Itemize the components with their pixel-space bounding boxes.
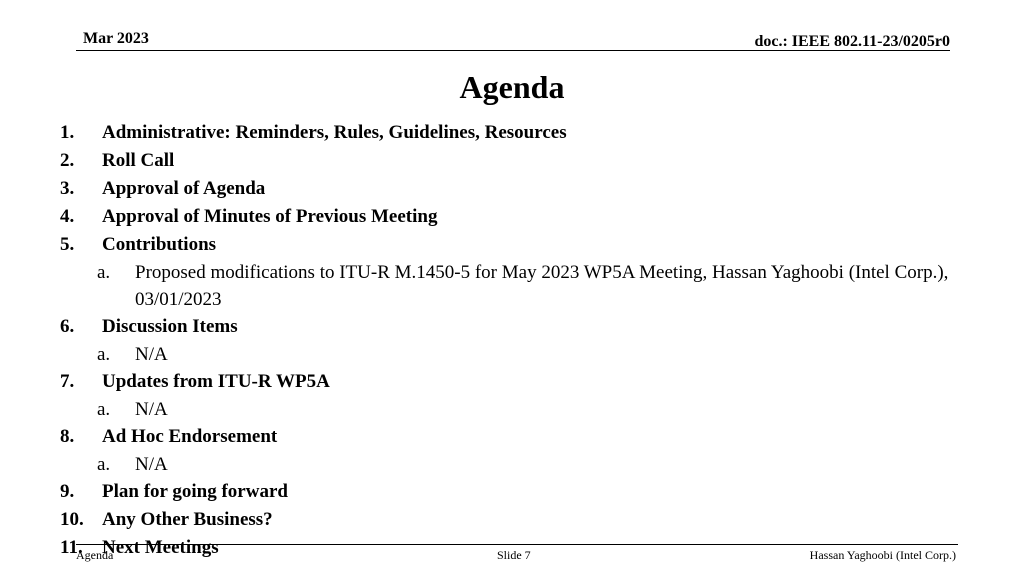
item-number: 10. bbox=[60, 509, 84, 530]
item-number: 8. bbox=[60, 426, 75, 447]
footer-divider bbox=[76, 544, 958, 545]
item-number: 9. bbox=[60, 481, 75, 502]
subitem-letter: a. bbox=[97, 454, 111, 475]
item-text: Plan for going forward bbox=[102, 481, 288, 502]
item-text: Approval of Minutes of Previous Meeting bbox=[102, 206, 438, 227]
agenda-list bbox=[60, 119, 960, 562]
footer-slide-number: Slide 7 bbox=[497, 548, 531, 562]
subitem-text: N/A bbox=[135, 454, 168, 475]
agenda-item-5 bbox=[60, 231, 960, 259]
agenda-subitem-6a bbox=[60, 341, 960, 368]
agenda-item-1 bbox=[60, 119, 960, 147]
agenda-item-3 bbox=[60, 175, 960, 203]
item-number: 5. bbox=[60, 234, 75, 255]
header-doc-id: doc.: IEEE 802.11-23/0205r0 bbox=[754, 33, 950, 50]
item-number: 3. bbox=[60, 178, 75, 199]
agenda-item-9 bbox=[60, 478, 960, 506]
agenda-item-2 bbox=[60, 147, 960, 175]
slide-title: Agenda bbox=[459, 69, 565, 105]
footer-author: Hassan Yaghoobi (Intel Corp.) bbox=[809, 548, 956, 562]
agenda-subitem-8a bbox=[60, 451, 960, 478]
footer-section: Agenda bbox=[76, 548, 114, 562]
agenda-subitem-7a bbox=[60, 396, 960, 423]
item-text: Contributions bbox=[102, 234, 217, 255]
item-text: Next Meetings bbox=[102, 537, 219, 558]
subitem-text: Proposed modifications to ITU-R M.1450-5 for May 2023 WP5A Meeting, Hassan Yaghoobi (Intel Corp.), 03/01/2023 bbox=[135, 262, 949, 310]
item-text: Roll Call bbox=[102, 150, 175, 171]
item-number: 6. bbox=[60, 316, 75, 337]
item-number: 4. bbox=[60, 206, 75, 227]
agenda-subitem-5a bbox=[60, 259, 960, 313]
header-divider bbox=[76, 50, 950, 51]
agenda-item-4 bbox=[60, 203, 960, 231]
subitem-text: N/A bbox=[135, 344, 168, 365]
subitem-letter: a. bbox=[97, 262, 111, 283]
item-text: Updates from ITU-R WP5A bbox=[102, 371, 330, 392]
item-number: 7. bbox=[60, 371, 75, 392]
item-text: Approval of Agenda bbox=[102, 178, 266, 199]
agenda-item-10 bbox=[60, 506, 960, 534]
header-date: Mar 2023 bbox=[83, 30, 149, 47]
subitem-letter: a. bbox=[97, 344, 111, 365]
item-text: Ad Hoc Endorsement bbox=[102, 426, 278, 447]
item-number: 2. bbox=[60, 150, 75, 171]
item-text: Any Other Business? bbox=[102, 509, 273, 530]
subitem-letter: a. bbox=[97, 399, 111, 420]
agenda-item-6 bbox=[60, 313, 960, 341]
subitem-text: N/A bbox=[135, 399, 168, 420]
item-text: Discussion Items bbox=[102, 316, 238, 337]
item-text: Administrative: Reminders, Rules, Guidelines, Resources bbox=[102, 122, 567, 143]
item-number: 1. bbox=[60, 122, 75, 143]
item-number: 11. bbox=[60, 537, 83, 558]
agenda-item-7 bbox=[60, 368, 960, 396]
agenda-item-8 bbox=[60, 423, 960, 451]
